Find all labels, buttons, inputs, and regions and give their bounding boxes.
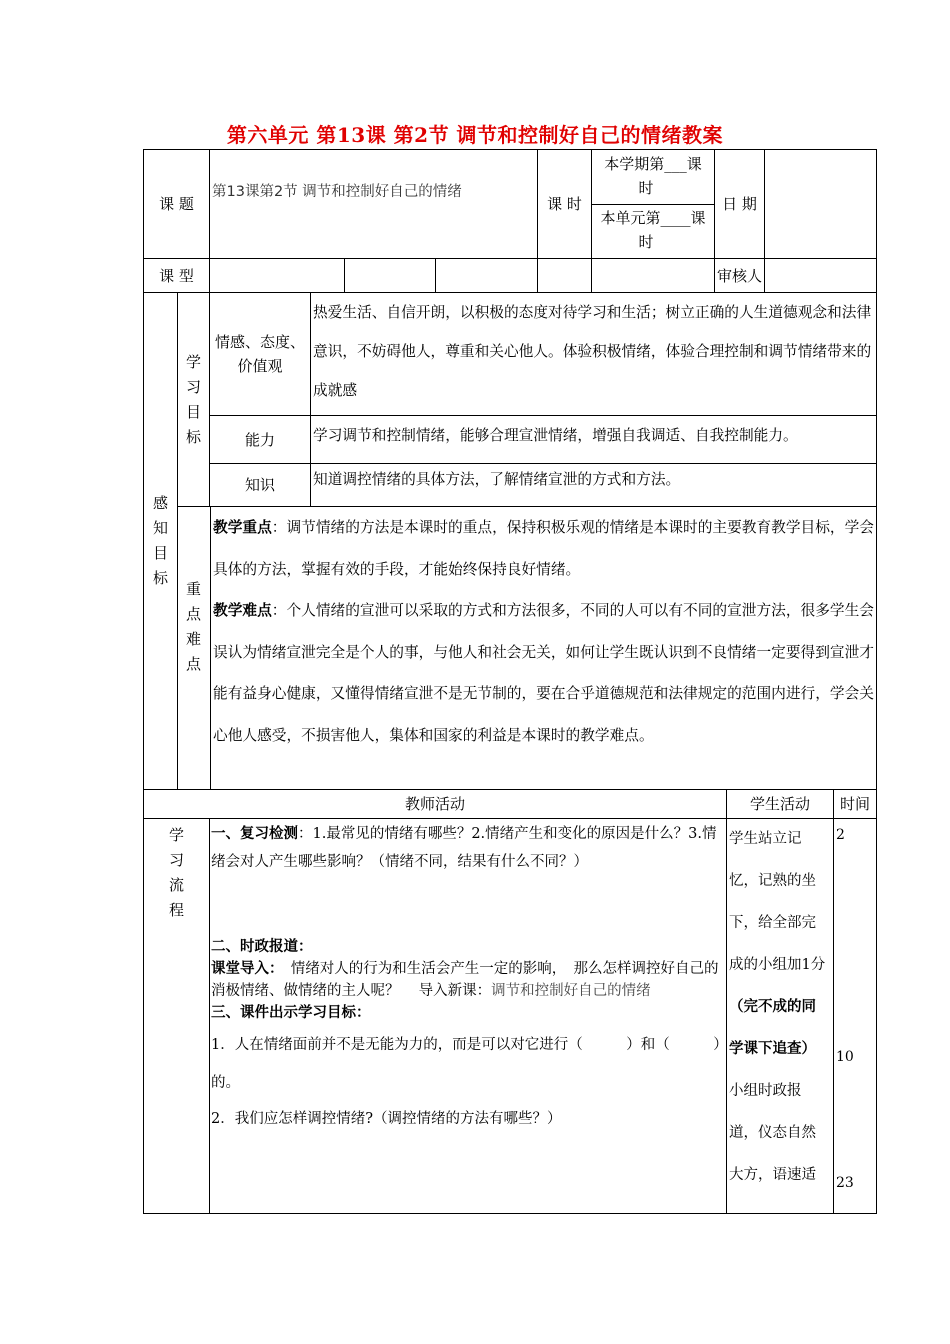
semester-period xyxy=(592,152,714,204)
teacher-activity-header: 教师活动 xyxy=(404,795,465,813)
label-char: 习 xyxy=(168,851,184,869)
emotion-label-1: 情感、态度、 xyxy=(214,333,305,351)
time-header: 时间 xyxy=(839,795,870,813)
label-char: 程 xyxy=(168,901,184,919)
label-char: 流 xyxy=(168,876,184,894)
intro-paragraph xyxy=(211,958,725,1002)
label-char: 标 xyxy=(152,569,168,587)
focus-title: 教学重点 xyxy=(213,519,272,536)
label-char: 难 xyxy=(185,630,201,648)
ability-text: 学习调节和控制情绪，能够合理宣泄情绪，增强自我调适、自我控制能力。 xyxy=(313,427,798,444)
document-title: 第六单元 第13课 第2节 调节和控制好自己的情绪教案 xyxy=(226,123,724,147)
label-char: 学 xyxy=(168,826,184,844)
label-char: 知 xyxy=(152,519,168,537)
objective-1: 1．人在情绪面前并不是无能为力的，而是可以对它进行（ ）和（ ）的。 xyxy=(211,1037,721,1091)
learning-goals-label xyxy=(178,293,209,506)
difficulty-title: 教学难点 xyxy=(213,602,272,619)
student-text-bold: （完不成的同学课下追查） xyxy=(729,998,816,1057)
emotion-label xyxy=(210,330,310,382)
intro-title: 课堂导入： xyxy=(211,960,277,977)
label-char: 重 xyxy=(185,580,201,598)
news-title: 二、时政报道： xyxy=(211,938,313,955)
label-char: 感 xyxy=(152,494,168,512)
teacher-activity xyxy=(211,820,725,1213)
news-section xyxy=(211,936,725,1024)
unit-line-1: 本单元第____课 xyxy=(600,209,706,227)
label-char: 目 xyxy=(185,402,201,421)
difficulty-text: ：个人情绪的宣泄可以采取的方式和方法很多，不同的人可以有不同的宣泄方法，很多学生会误认为情绪宣泄完全是个人的事，与他人和社会无关，如何让学生既认识到不良情绪一定要得到宣泄才能有益身心健康，又懂得情绪宣泄不是无节制的，要在合乎道德规范和法律规定的范围内进行，学会关心他人感受，不损害他人，集体和国家的利益是本课时的教学难点。 xyxy=(213,602,874,744)
keypoint-label xyxy=(178,507,209,789)
label-char: 目 xyxy=(152,544,168,562)
review-text: ：1.最常见的情绪有哪些？2.情绪产生和变化的原因是什么？3.情绪会对人产生哪些影响？（情绪不同，结果有什么不同？） xyxy=(211,826,717,870)
emotion-label-2: 价值观 xyxy=(237,357,283,375)
emotion-text: 热爱生活、自信开朗，以积极的态度对待学习和生活；树立正确的人生道德观念和法律意识，不妨碍他人，尊重和关心他人。体验积极情绪，体验合理控制和调节情绪带来的成就感 xyxy=(313,304,872,399)
student-text-2: 小组时政报道，仪态自然大方，语速适 xyxy=(729,1083,816,1183)
period-label: 课 时 xyxy=(547,195,582,213)
time-1: 2 xyxy=(836,827,845,843)
perception-goals-label xyxy=(144,293,177,789)
student-activity-header: 学生活动 xyxy=(749,795,810,813)
label-char: 点 xyxy=(185,605,201,623)
objectives-title: 三、课件出示学习目标： xyxy=(211,1004,371,1021)
focus-text: ：调节情绪的方法是本课时的重点，保持积极乐观的情绪是本课时的主要教育教学目标，学会具体的方法，掌握有效的手段，才能始终保持良好情绪。 xyxy=(213,519,874,578)
time-2: 10 xyxy=(836,1049,854,1065)
label-char: 学 xyxy=(185,352,201,371)
label-char: 习 xyxy=(185,377,201,396)
topic-value: 第13课第2节 调节和控制好自己的情绪 xyxy=(212,184,462,200)
time-3: 23 xyxy=(836,1175,854,1191)
review-section xyxy=(211,820,725,932)
unit-period xyxy=(592,206,714,258)
ability-label: 能力 xyxy=(244,430,275,449)
learning-flow-label xyxy=(144,819,209,925)
knowledge-label: 知识 xyxy=(244,476,275,494)
student-text-1: 学生站立记忆，记熟的坐下，给全部完成的小组加1分 xyxy=(729,831,826,973)
unit-line-2: 时 xyxy=(638,233,654,251)
knowledge-text: 知道调控情绪的具体方法，了解情绪宣泄的方式和方法。 xyxy=(313,471,681,488)
review-title: 一、复习检测 xyxy=(211,825,298,842)
type-label: 课 型 xyxy=(159,266,194,285)
key-difficult-text xyxy=(212,507,876,789)
topic-label: 课 题 xyxy=(159,195,194,213)
objective-2: 2．我们应怎样调控情绪?（调控情绪的方法有哪些？） xyxy=(211,1111,562,1127)
label-char: 标 xyxy=(185,427,201,446)
label-char: 点 xyxy=(185,655,201,673)
reviewer-label: 审核人 xyxy=(716,266,762,285)
semester-line-2: 时 xyxy=(638,179,654,197)
student-activity xyxy=(729,818,832,1213)
semester-line-1: 本学期第___课 xyxy=(604,155,702,173)
intro-text: 情绪对人的行为和生活会产生一定的影响， 那么怎样调控好自己的消极情绪、做情绪的主人呢？ 导入新课： xyxy=(211,961,719,999)
date-label: 日 期 xyxy=(722,195,757,213)
intro-topic: 调节和控制好自己的情绪 xyxy=(491,983,651,999)
